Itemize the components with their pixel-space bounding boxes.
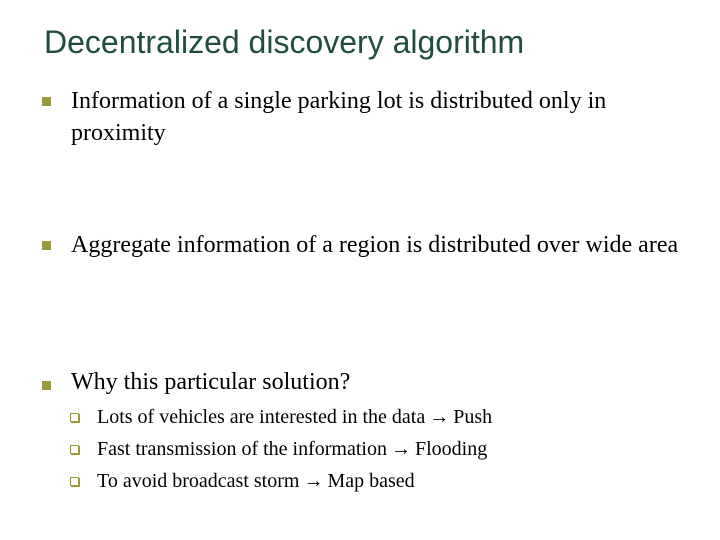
- slide-title: Decentralized discovery algorithm: [44, 24, 525, 60]
- bullet-marker: [42, 97, 51, 106]
- sub-bullet-text: To avoid broadcast storm → Map based: [97, 470, 415, 492]
- bullet-text: Aggregate information of a region is distributed over wide area: [71, 232, 679, 258]
- checkbox-bullet-icon: [70, 477, 79, 486]
- arrow-right-icon: →: [303, 470, 324, 492]
- bullet-text: Why this particular solution?: [71, 369, 351, 395]
- sub-bullet-text: Fast transmission of the information → Flooding: [97, 438, 488, 460]
- arrow-right-icon: →: [429, 406, 450, 428]
- arrow-right-icon: →: [390, 438, 411, 460]
- bullet-marker: [42, 381, 51, 390]
- sub-bullet-text: Lots of vehicles are interested in the data → Push: [97, 406, 493, 428]
- checkbox-bullet-icon: [70, 413, 79, 422]
- bullet-marker: [42, 241, 51, 250]
- checkbox-bullet-icon: [70, 445, 79, 454]
- bullet-text: Information of a single parking lot is distributed only in proximity: [71, 88, 607, 146]
